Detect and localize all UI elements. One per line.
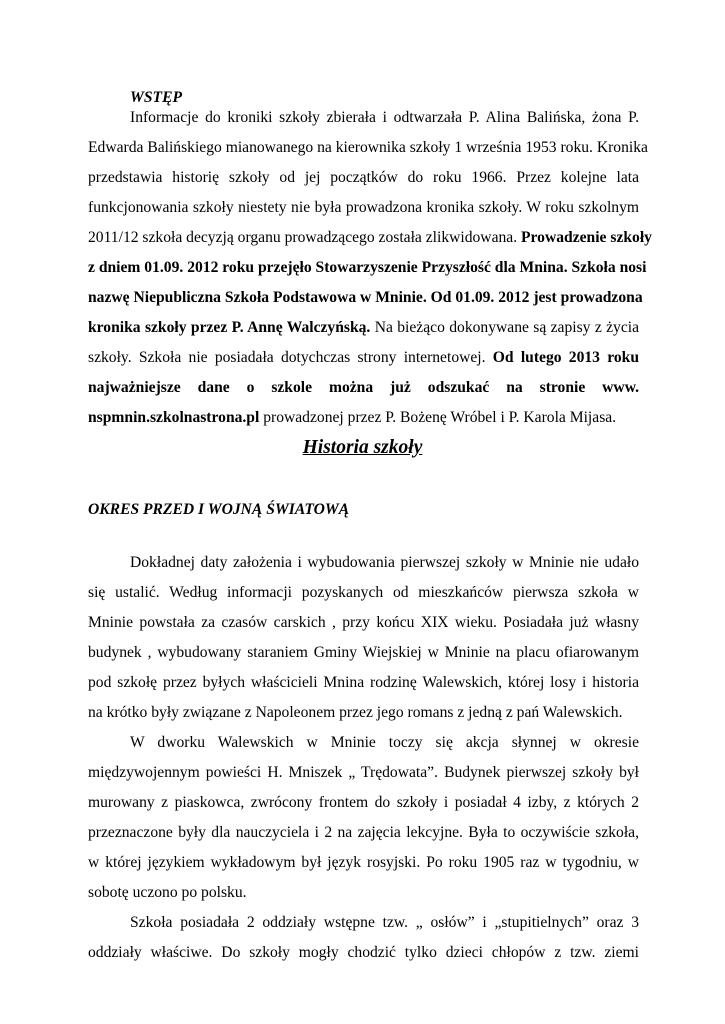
section-line-10: przeznaczone były dla nauczyciela i 2 na zajęcia lekcyjne. Była to oczywiście szkoła,: [88, 824, 639, 841]
section-line-7: W dworku Walewskich w Mninie toczy się akcja słynnej w okresie: [130, 734, 639, 751]
section-line-11: w której językiem wykładowym był język rosyjski. Po roku 1905 raz w tygodniu, w: [88, 854, 639, 871]
intro-line-8: kronika szkoły przez P. Annę Walczyńską. Na bieżąco dokonywane są zapisy z życia: [88, 319, 640, 336]
section-line-2: się ustalić. Według informacji pozyskanych od mieszkańców pierwsza szkoła w: [88, 584, 639, 601]
intro-line-4: funkcjonowania szkoły niestety nie była prowadzona kronika szkoły. W roku szkolnym: [88, 199, 639, 216]
section-line-13: Szkoła posiadała 2 oddziały wstępne tzw. „ osłów” i „stupitielnych” oraz 3: [130, 914, 639, 931]
section-line-1: Dokładnej daty założenia i wybudowania pierwszej szkoły w Mninie nie udało: [130, 554, 639, 571]
website-link: nspmnin.szkolnastrona.pl: [88, 409, 260, 426]
intro-line-5: 2011/12 szkoła decyzją organu prowadzącego została zlikwidowana. Prowadzenie szkoły: [88, 229, 652, 246]
section-line-3: Mninie powstała za czasów carskich , przy końcu XIX wieku. Posiadała już własny: [88, 614, 639, 631]
section-line-14: oddziały właściwe. Do szkoły mogły chodzić tylko dzieci chłopów z tzw. ziemi: [88, 944, 639, 961]
intro-line-11-tail: prowadzonej przez P. Bożenę Wróbel i P. Karola Mijasa.: [259, 409, 617, 426]
intro-line-2: Edwarda Balińskiego mianowanego na kierownika szkoły 1 września 1953 roku. Kronika: [88, 139, 648, 156]
intro-line-5-bold: Prowadzenie szkoły: [521, 229, 652, 246]
intro-line-3: przedstawia historię szkoły od jej początków do roku 1966. Przez kolejne lata: [88, 169, 639, 186]
section-line-8: międzywojennym powieści H. Mniszek „ Trędowata”. Budynek pierwszej szkoły był: [88, 764, 639, 781]
intro-line-1: Informacje do kroniki szkoły zbierała i odtwarzała P. Alina Balińska, żona P.: [130, 109, 639, 126]
section-line-4: budynek , wybudowany staraniem Gminy Wiejskiej w Mninie na placu ofiarowanym: [88, 644, 639, 661]
intro-line-6: z dniem 01.09. 2012 roku przejęło Stowarzyszenie Przyszłość dla Mnina. Szkoła nosi: [88, 259, 647, 276]
section-line-12: sobotę uczono po polsku.: [88, 884, 247, 901]
section-line-5: pod szkołę przez byłych właścicieli Mnina rodzinę Walewskich, której losy i historia: [88, 674, 639, 691]
section-line-6: na krótko były związane z Napoleonem przez jego romans z jedną z pań Walewskich.: [88, 704, 623, 721]
intro-line-11: [88, 408, 616, 428]
intro-heading: WSTĘP: [130, 89, 182, 106]
section-line-9: murowany z piaskowca, zwrócony frontem do szkoły i posiadał 4 izby, z których 2: [88, 794, 639, 811]
section-heading: OKRES PRZED I WOJNĄ ŚWIATOWĄ: [88, 501, 350, 518]
intro-line-8-tail: Na bieżąco dokonywane są zapisy z życia: [370, 319, 640, 336]
intro-line-7: nazwę Niepubliczna Szkoła Podstawowa w Mninie. Od 01.09. 2012 jest prowadzona: [88, 289, 643, 306]
intro-line-9: szkoły. Szkoła nie posiadała dotychczas strony internetowej. Od lutego 2013 roku: [88, 349, 639, 366]
intro-line-10: najważniejsze dane o szkole można już odszukać na stronie www.: [88, 379, 639, 396]
page-title: Historia szkoły: [302, 437, 423, 458]
intro-line-9-bold: Od lutego 2013 roku: [492, 349, 639, 366]
